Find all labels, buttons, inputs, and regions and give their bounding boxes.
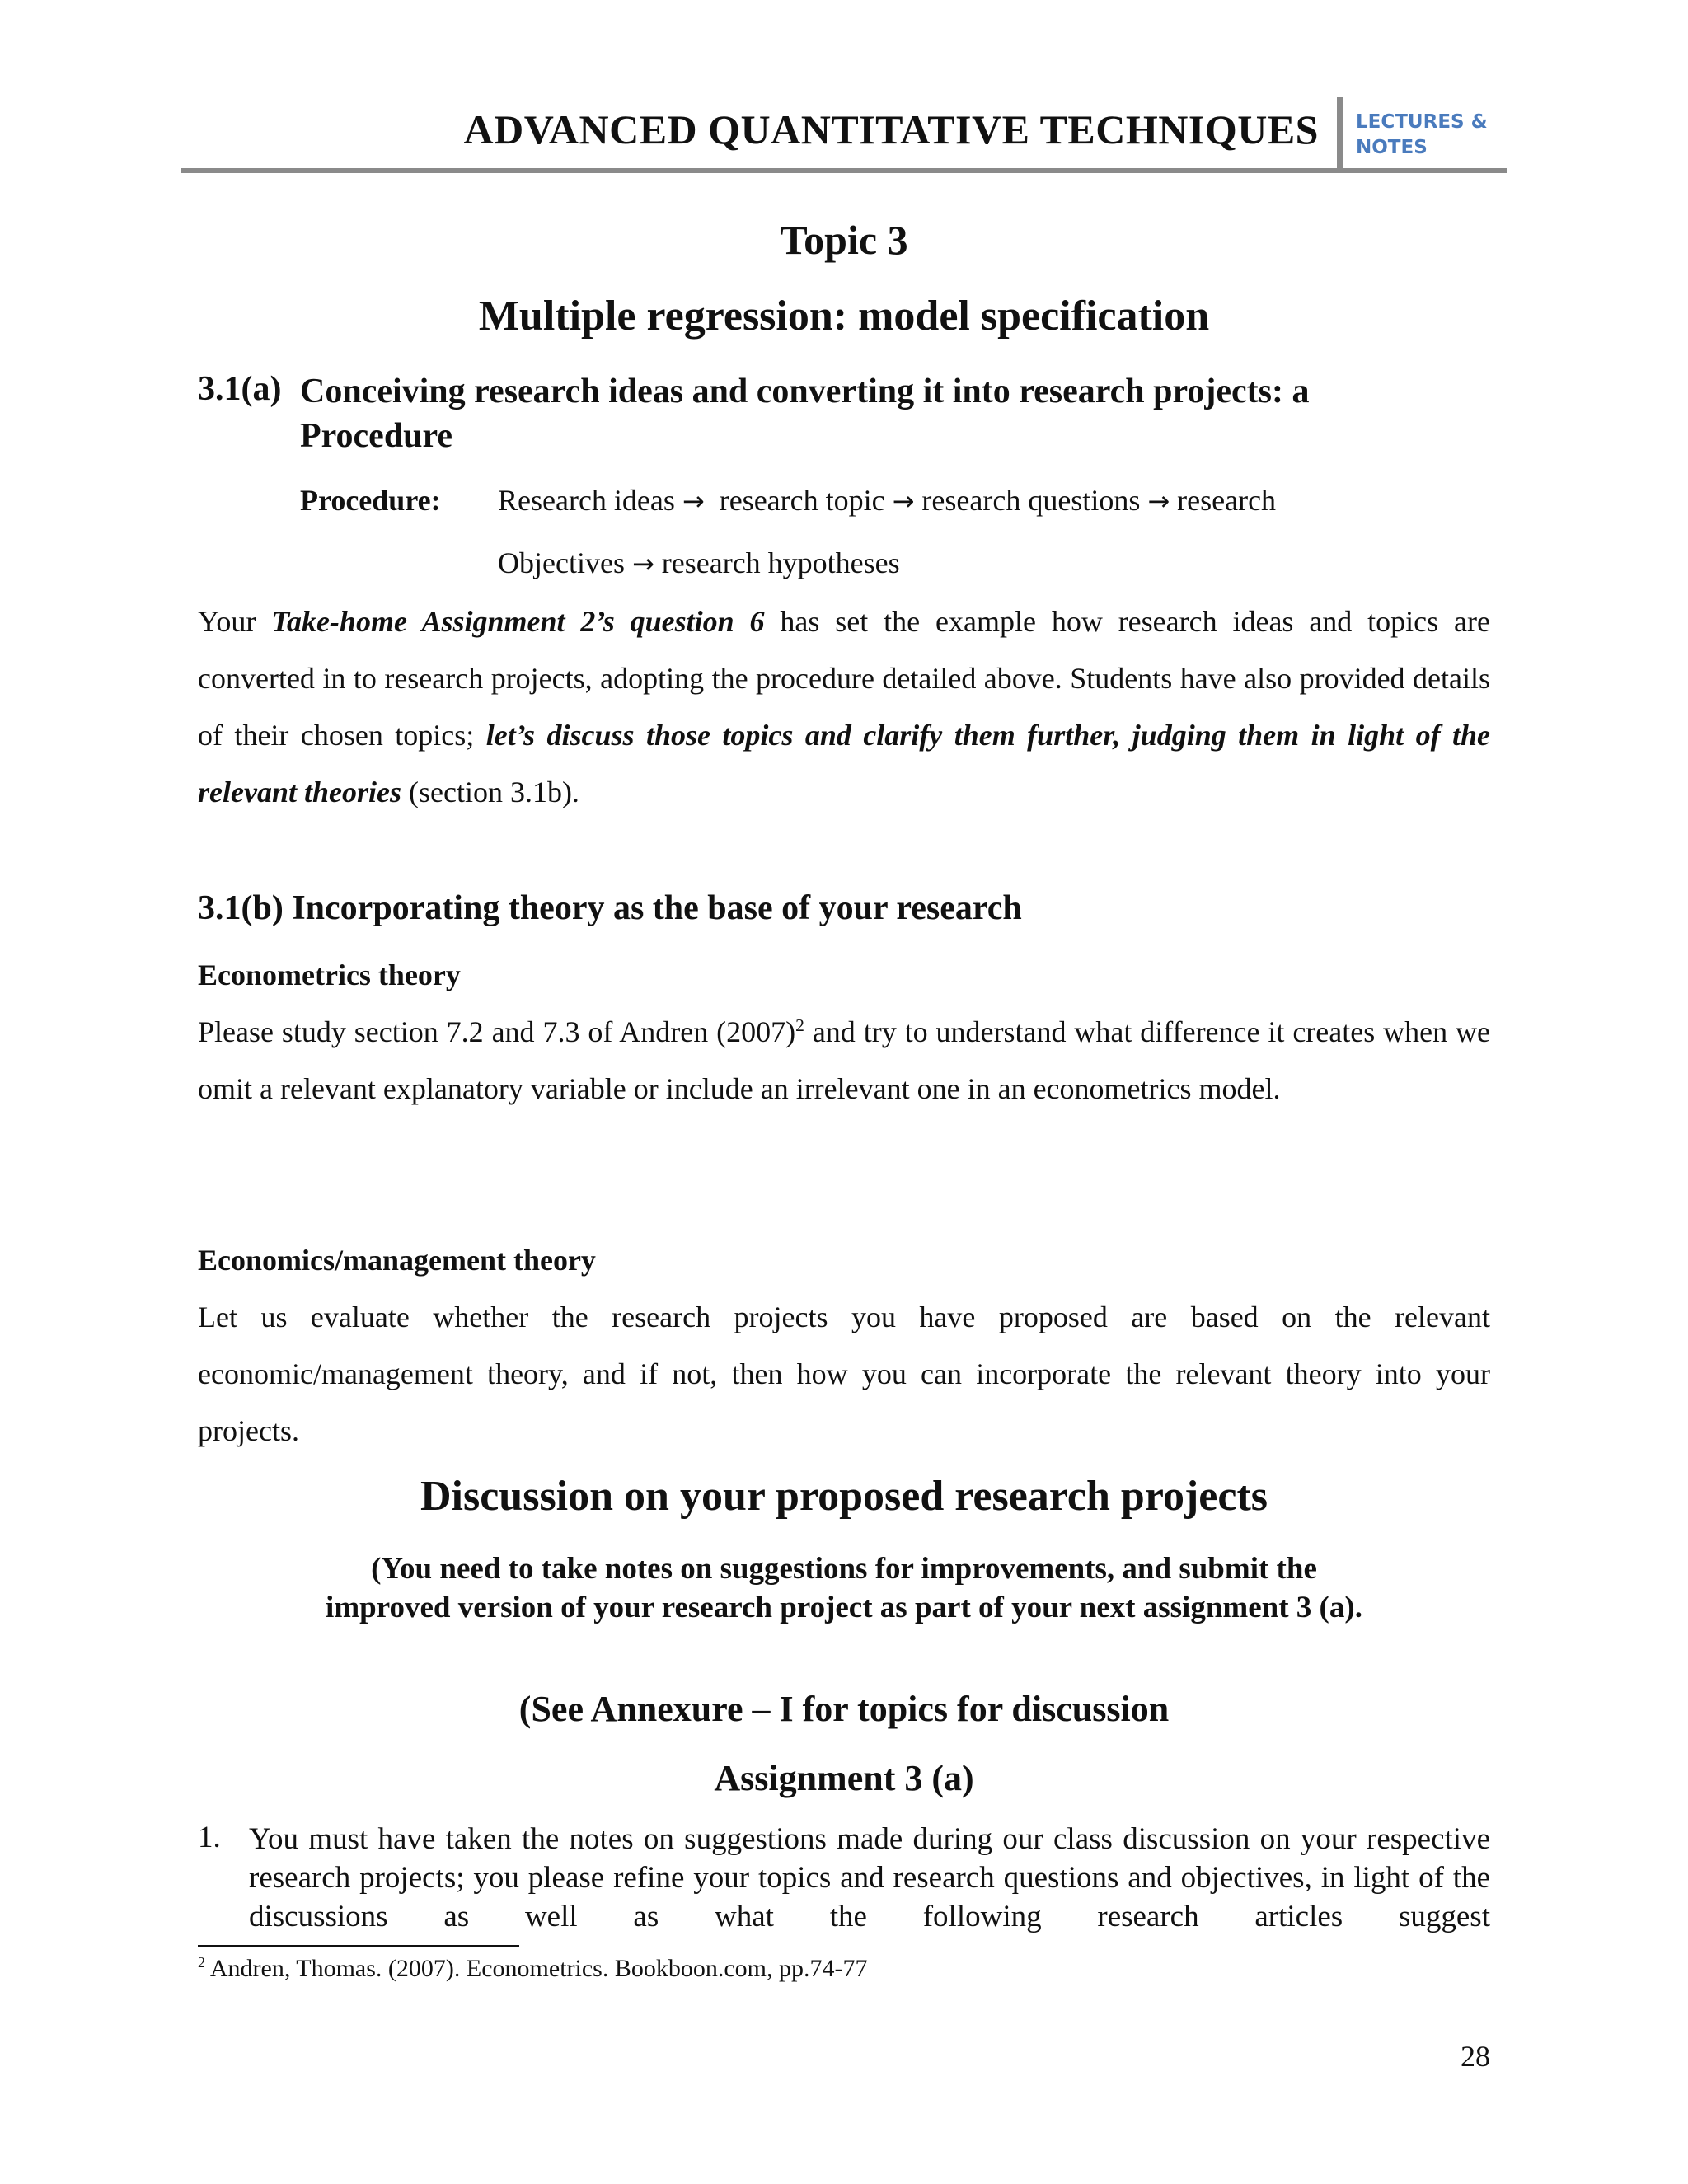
management-heading: Economics/management theory (198, 1244, 596, 1277)
paragraph-take-home (198, 593, 1490, 821)
para-text: and try to understand what difference it creates when we omit a relevant explanatory variable or include an irrelevant one in an econometrics model. (198, 1015, 1490, 1105)
procedure-label: Procedure: (300, 484, 441, 517)
procedure-line-1 (498, 483, 1276, 518)
section-a-number: 3.1(a) (198, 370, 282, 408)
para-text: Your (198, 605, 272, 638)
procedure-step: research topic (719, 484, 885, 517)
footnote-marker: 2 (198, 1954, 205, 1971)
procedure-line-2 (498, 546, 900, 580)
section-a-title-line1: Conceiving research ideas and converting it into research projects: a (300, 373, 1310, 410)
para-text: (section 3.1b). (401, 776, 579, 808)
header-tag-line2: NOTES (1356, 137, 1428, 158)
header-separator (1337, 97, 1343, 170)
para-text: Please study section 7.2 and 7.3 of Andren (2007) (198, 1015, 796, 1048)
annexure-note: (See Annexure – I for topics for discussion (518, 1689, 1170, 1729)
econometrics-heading: Econometrics theory (198, 958, 461, 991)
discussion-title: Discussion on your proposed research projects (420, 1473, 1268, 1520)
arrow-icon: → (1147, 485, 1170, 517)
procedure-step: Research ideas (498, 484, 675, 517)
topic-heading: Topic 3 (780, 217, 908, 263)
list-item-number: 1. (198, 1821, 221, 1854)
list-item: You must have taken the notes on suggestions made during our class discussion on your respective research projects; you please refine your topics and research questions and objectives, in light of the discussions as well as what the following research articles suggest (249, 1822, 1490, 1933)
arrow-icon: → (682, 485, 705, 517)
discussion-note-line1: (You need to take notes on suggestions for improvements, and submit the (371, 1552, 1317, 1586)
discussion-note-line2: improved version of your research project as part of your next assignment 3 (a). (326, 1591, 1362, 1624)
section-a-title (300, 369, 1495, 458)
arrow-icon: → (631, 548, 654, 579)
topic-subtitle: Multiple regression: model specification (478, 293, 1210, 340)
discussion-note (198, 1549, 1490, 1627)
running-header-title: ADVANCED QUANTITATIVE TECHNIQUES (463, 106, 1319, 152)
para-text: has set the example how research ideas and topics are converted in to research projects, adopting the procedure detailed above. Students have also provided details of their chosen topics; (198, 605, 1490, 752)
page-number: 28 (1461, 2040, 1490, 2073)
assignment-title: Assignment 3 (a) (714, 1758, 974, 1798)
paragraph-management: Let us evaluate whether the research projects you have proposed are based on the relevant economic/management theory, and if not, then how you can incorporate the relevant theory into your projects. (198, 1301, 1490, 1447)
para-emphasis: Take-home Assignment 2’s question 6 (271, 605, 765, 638)
procedure-step: Objectives (498, 546, 625, 579)
section-a-title-line2: Procedure (300, 417, 453, 455)
header-tag (1356, 110, 1488, 161)
procedure-step: research (1177, 484, 1277, 517)
header-tag-line1: LECTURES & (1356, 111, 1488, 133)
footnote (198, 1955, 868, 1983)
header-rule (181, 168, 1507, 173)
footnote-text: Andren, Thomas. (2007). Econometrics. Bookboon.com, pp.74-77 (205, 1955, 868, 1982)
arrow-icon: → (892, 485, 915, 517)
section-b-title: 3.1(b) Incorporating theory as the base of your research (198, 889, 1022, 927)
paragraph-econometrics (198, 1004, 1490, 1118)
footnote-ref: 2 (795, 1015, 804, 1035)
para-emphasis: let’s discuss those topics and clarify them further, judging them in light of the relevant theories (198, 719, 1491, 808)
footnote-rule (198, 1945, 519, 1947)
procedure-step: research questions (921, 484, 1141, 517)
procedure-step: research hypotheses (661, 546, 900, 579)
